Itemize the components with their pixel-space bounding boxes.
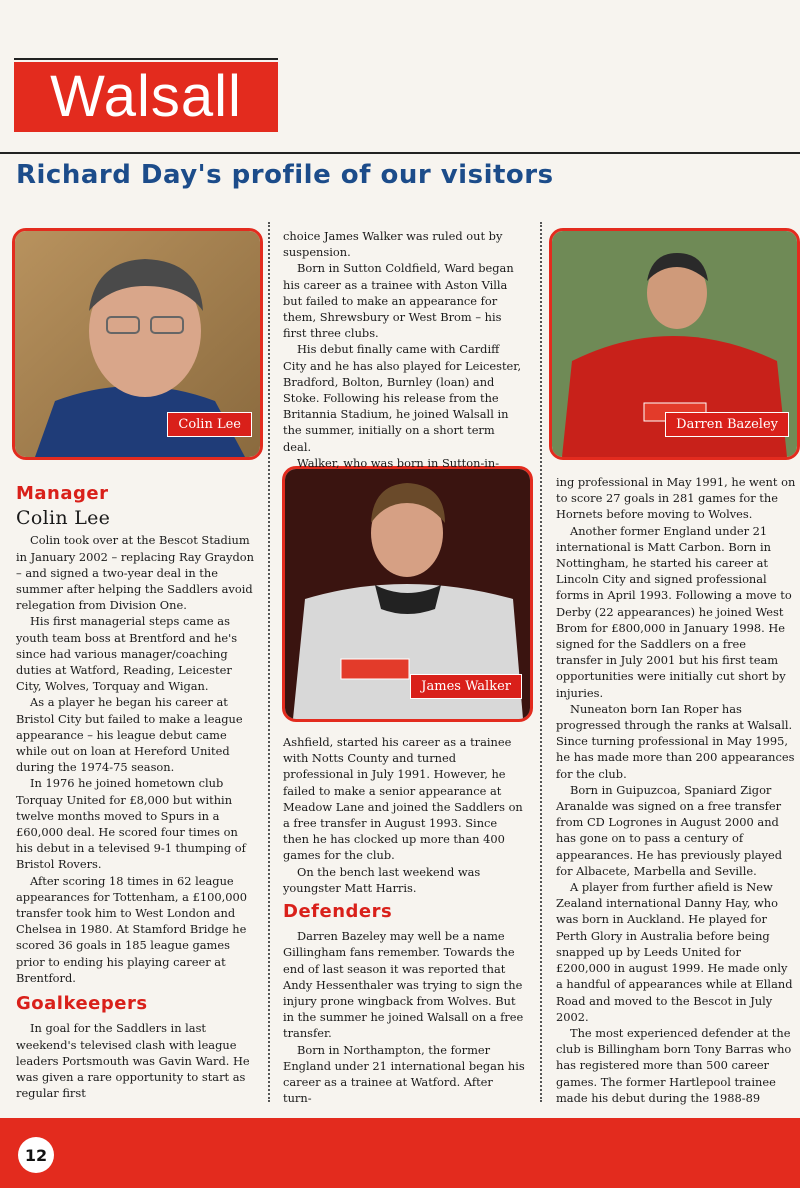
paragraph: In goal for the Saddlers in last weekend's televised clash with league leaders Portsmouth was Gavin Ward. He was given a rare opportunity to start as regular first xyxy=(16,1021,250,1101)
paragraph: Colin took over at the Bescot Stadium in January 2002 – replacing Ray Graydon – and signed a two-year deal in the summer after helping the Saddlers avoid relegation from Division One. xyxy=(16,533,254,613)
paragraph: Another former England under 21 international is Matt Carbon. Born in Nottingham, he started his career at Lincoln City and signed professional forms in April 1993. Following a move to Derby (22 appearances) he joined West Brom for £800,000 in January 1998. He signed for the Saddlers on a free transfer in July 2001 but his first team opportunities were initially cut short by injuries. xyxy=(556,523,792,700)
paragraph: The most experienced defender at the club is Billingham born Tony Barras who has registered more than 500 career games. The former Hartlepool trainee made his debut during the 1988-89 xyxy=(556,1025,792,1105)
footer-bar xyxy=(0,1118,800,1188)
paragraph: Darren Bazeley may well be a name Gillingham fans remember. Towards the end of last season it was reported that Andy Hessenthaler was trying to sign the injury prone wingback from Wolves. But in the summer he joined Walsall on a free transfer. xyxy=(283,929,524,1041)
paragraph: As a player he began his career at Bristol City but failed to make a league appearance – his league debut came while out on loan at Hereford United during the 1974-75 season. xyxy=(16,695,243,775)
manager-name: Colin Lee xyxy=(16,507,111,530)
paragraph: After scoring 18 times in 62 league appearances for Tottenham, a £100,000 transfer took him to West London and Chelsea in 1980. At Stamford Bridge he scored 36 goals in 185 league games prior to ending his playing career at Brentford. xyxy=(16,873,247,985)
section-goalkeepers-heading: Goalkeepers xyxy=(16,993,148,1015)
caption-james-walker: James Walker xyxy=(410,674,522,699)
paragraph: Nuneaton born Ian Roper has progressed through the ranks at Walsall. Since turning professional in May 1995, he has made more than 200 appearances for the club. xyxy=(556,701,795,781)
paragraph: His debut finally came with Cardiff City and he has also played for Leicester, Bradford, Bolton, Burnley (loan) and Stoke. Following his release from the Britannia Stadium, he joined Walsall in the summer, initially on a short term deal. xyxy=(283,342,522,454)
paragraph: A player from further afield is New Zealand international Danny Hay, who was born in Auckland. He played for Perth Glory in Australia before being snapped up by Leeds United for £200,000 in august 1999. He made only a handful of appearances while at Elland Road and moved to the Bescot in July 2002. xyxy=(556,880,793,1024)
paragraph: On the bench last weekend was youngster Matt Harris. xyxy=(283,864,481,895)
column-1 xyxy=(16,483,258,1101)
column-2-bottom xyxy=(283,734,525,1106)
column-3 xyxy=(556,474,796,1106)
paragraph: Born in Sutton Coldfield, Ward began his career as a trainee with Aston Villa but failed to make an appearance for them, Shrewsbury or West Brom – his first three clubs. xyxy=(283,261,514,341)
masthead-team-name: Walsall xyxy=(50,64,242,129)
paragraph: Born in Guipuzcoa, Spaniard Zigor Aranalde was signed on a free transfer from CD Logrones in August 2000 and has gone on to pass a century of appearances. He has previously played for Albacete, Marbella and Seville. xyxy=(556,782,783,878)
paragraph: In 1976 he joined hometown club Torquay United for £8,000 but within twelve months moved to Spurs in a £60,000 deal. He scored four times on his debut in a televised 9-1 thumping of Bristol Rovers. xyxy=(16,776,246,872)
column-divider-2 xyxy=(540,222,542,1102)
caption-darren-bazeley: Darren Bazeley xyxy=(665,412,789,437)
column-divider-1 xyxy=(268,222,270,1102)
paragraph: His first managerial steps came as youth team boss at Brentford and he's since had various manager/coaching duties at Watford, Reading, Leicester City, Wolves, Torquay and Wigan. xyxy=(16,614,238,694)
photo-james-walker xyxy=(282,466,533,722)
paragraph: ing professional in May 1991, he went on to score 27 goals in 281 games for the Hornets before moving to Wolves. xyxy=(556,475,796,522)
page-number: 12 xyxy=(18,1137,54,1173)
photo-colin-lee xyxy=(12,228,263,460)
paragraph: Born in Northampton, the former England under 21 international began his career as a trainee at Watford. After turn- xyxy=(283,1042,525,1106)
section-manager-heading: Manager xyxy=(16,483,109,504)
masthead-logo xyxy=(14,62,278,132)
paragraph: Ashfield, started his career as a trainee with Notts County and turned professional in July 1991. However, he failed to make a senior appearance at Meadow Lane and joined the Saddlers on a free transfer in August 1993. Since then he has clocked up more than 400 games for the club. xyxy=(283,735,523,863)
section-defenders-heading: Defenders xyxy=(283,901,393,923)
page-headline: Richard Day's profile of our visitors xyxy=(16,160,554,190)
paragraph: Walker, who was born in Sutton-in- xyxy=(297,455,500,470)
paragraph: choice James Walker was ruled out by suspension. xyxy=(283,229,503,260)
masthead-top-rule xyxy=(14,58,278,60)
caption-colin-lee: Colin Lee xyxy=(167,412,252,437)
column-2-top xyxy=(283,228,525,471)
photo-darren-bazeley xyxy=(549,228,800,460)
headline-rule xyxy=(0,152,800,154)
